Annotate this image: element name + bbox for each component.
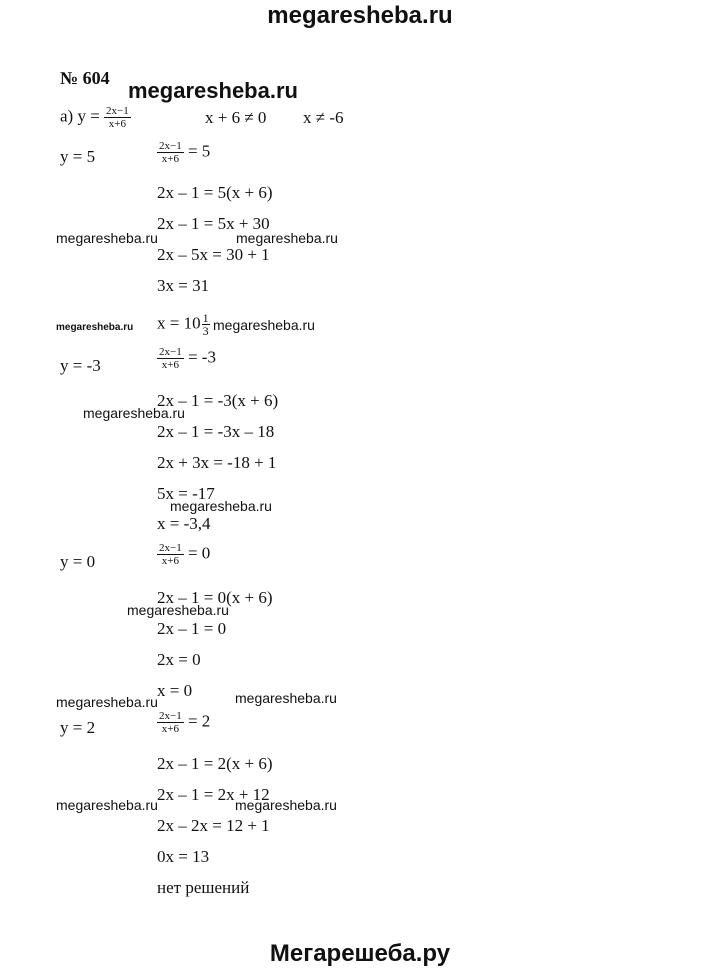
solution-step: 2x – 1 = 2(x + 6): [157, 754, 273, 773]
equation-rhs: = 5: [187, 141, 211, 161]
solution-step: 2x – 2x = 12 + 1: [157, 816, 270, 835]
fraction-numerator: 2x−1: [159, 542, 182, 554]
fraction-denominator: x+6: [108, 118, 127, 130]
solution-step: 2x – 5x = 30 + 1: [157, 245, 270, 264]
watermark-inline: megaresheba.ru: [213, 317, 315, 333]
solution-step: 2x – 1 = 5(x + 6): [157, 183, 273, 202]
solution-step: 2x – 1 = 2x + 12: [157, 785, 270, 804]
answer-fraction: [202, 312, 210, 337]
fraction-numerator: 2x−1: [159, 710, 182, 722]
equation-rhs: = -3: [187, 347, 216, 367]
solution-step: 2x – 1 = 0(x + 6): [157, 588, 273, 607]
case-fraction: [157, 140, 184, 165]
solution-step: x = -3,4: [157, 514, 211, 533]
watermark-inline: megaresheba.ru: [128, 78, 298, 103]
fraction-numerator: 2x−1: [106, 105, 129, 117]
solution-step: 2x – 1 = 5x + 30: [157, 214, 270, 233]
solution-step: 3x = 31: [157, 276, 210, 295]
case-y-label: y = 2: [60, 718, 96, 737]
answer-whole: x = 10: [157, 313, 201, 333]
function-fraction: [104, 105, 131, 130]
part-label: а) y =: [60, 106, 100, 126]
problem-number: № 604: [60, 68, 110, 88]
solution-step: 2x + 3x = -18 + 1: [157, 453, 277, 472]
case-equation: [157, 710, 210, 735]
footer-watermark: Мегарешеба.ру: [269, 940, 451, 967]
function-definition: [60, 105, 131, 130]
equation-rhs: = 2: [187, 711, 211, 731]
fraction-denominator: x+6: [161, 359, 179, 371]
case-fraction: [157, 542, 184, 567]
case-fraction: [157, 710, 184, 735]
case-equation: [157, 140, 210, 165]
fraction-denominator: x+6: [161, 723, 179, 735]
solution-step: 5x = -17: [157, 484, 215, 503]
domain-result: x ≠ -6: [303, 108, 344, 127]
fraction-denominator: x+6: [161, 555, 179, 567]
watermark-inline: megaresheba.ru: [56, 322, 134, 333]
fraction-denominator: x+6: [161, 153, 179, 165]
watermark-inline: megaresheba.ru: [127, 602, 229, 618]
fraction-denominator: 3: [202, 324, 209, 338]
case-y-label: y = 0: [60, 552, 96, 571]
solution-step: 0x = 13: [157, 847, 210, 866]
fraction-numerator: 2x−1: [159, 346, 182, 358]
solution-step: 2x – 1 = -3(x + 6): [157, 391, 279, 410]
domain-condition: x + 6 ≠ 0: [205, 108, 267, 127]
case-equation: [157, 346, 216, 371]
header-watermark: megaresheba.ru: [267, 2, 453, 29]
case-y-label: y = 5: [60, 147, 96, 166]
solution-step: 2x – 1 = 0: [157, 619, 227, 638]
watermark-inline: megaresheba.ru: [235, 797, 337, 813]
case-fraction: [157, 346, 184, 371]
solution-step: x = 0: [157, 681, 193, 700]
fraction-numerator: 2x−1: [159, 140, 182, 152]
solution-step: 2x – 1 = -3x – 18: [157, 422, 275, 441]
case-equation: [157, 542, 210, 567]
solution-step: 2x = 0: [157, 650, 201, 669]
watermark-inline: megaresheba.ru: [236, 230, 338, 246]
case-y-label: y = -3: [60, 356, 101, 375]
watermark-inline: megaresheba.ru: [56, 797, 158, 813]
solution-conclusion: нет решений: [157, 878, 250, 897]
solution-answer: [157, 312, 210, 337]
watermark-inline: megaresheba.ru: [235, 690, 337, 706]
equation-rhs: = 0: [187, 543, 211, 563]
watermark-inline: megaresheba.ru: [56, 230, 158, 246]
fraction-numerator: 1: [202, 311, 209, 325]
watermark-inline: megaresheba.ru: [170, 498, 272, 514]
watermark-inline: megaresheba.ru: [83, 405, 185, 421]
watermark-inline: megaresheba.ru: [56, 694, 158, 710]
